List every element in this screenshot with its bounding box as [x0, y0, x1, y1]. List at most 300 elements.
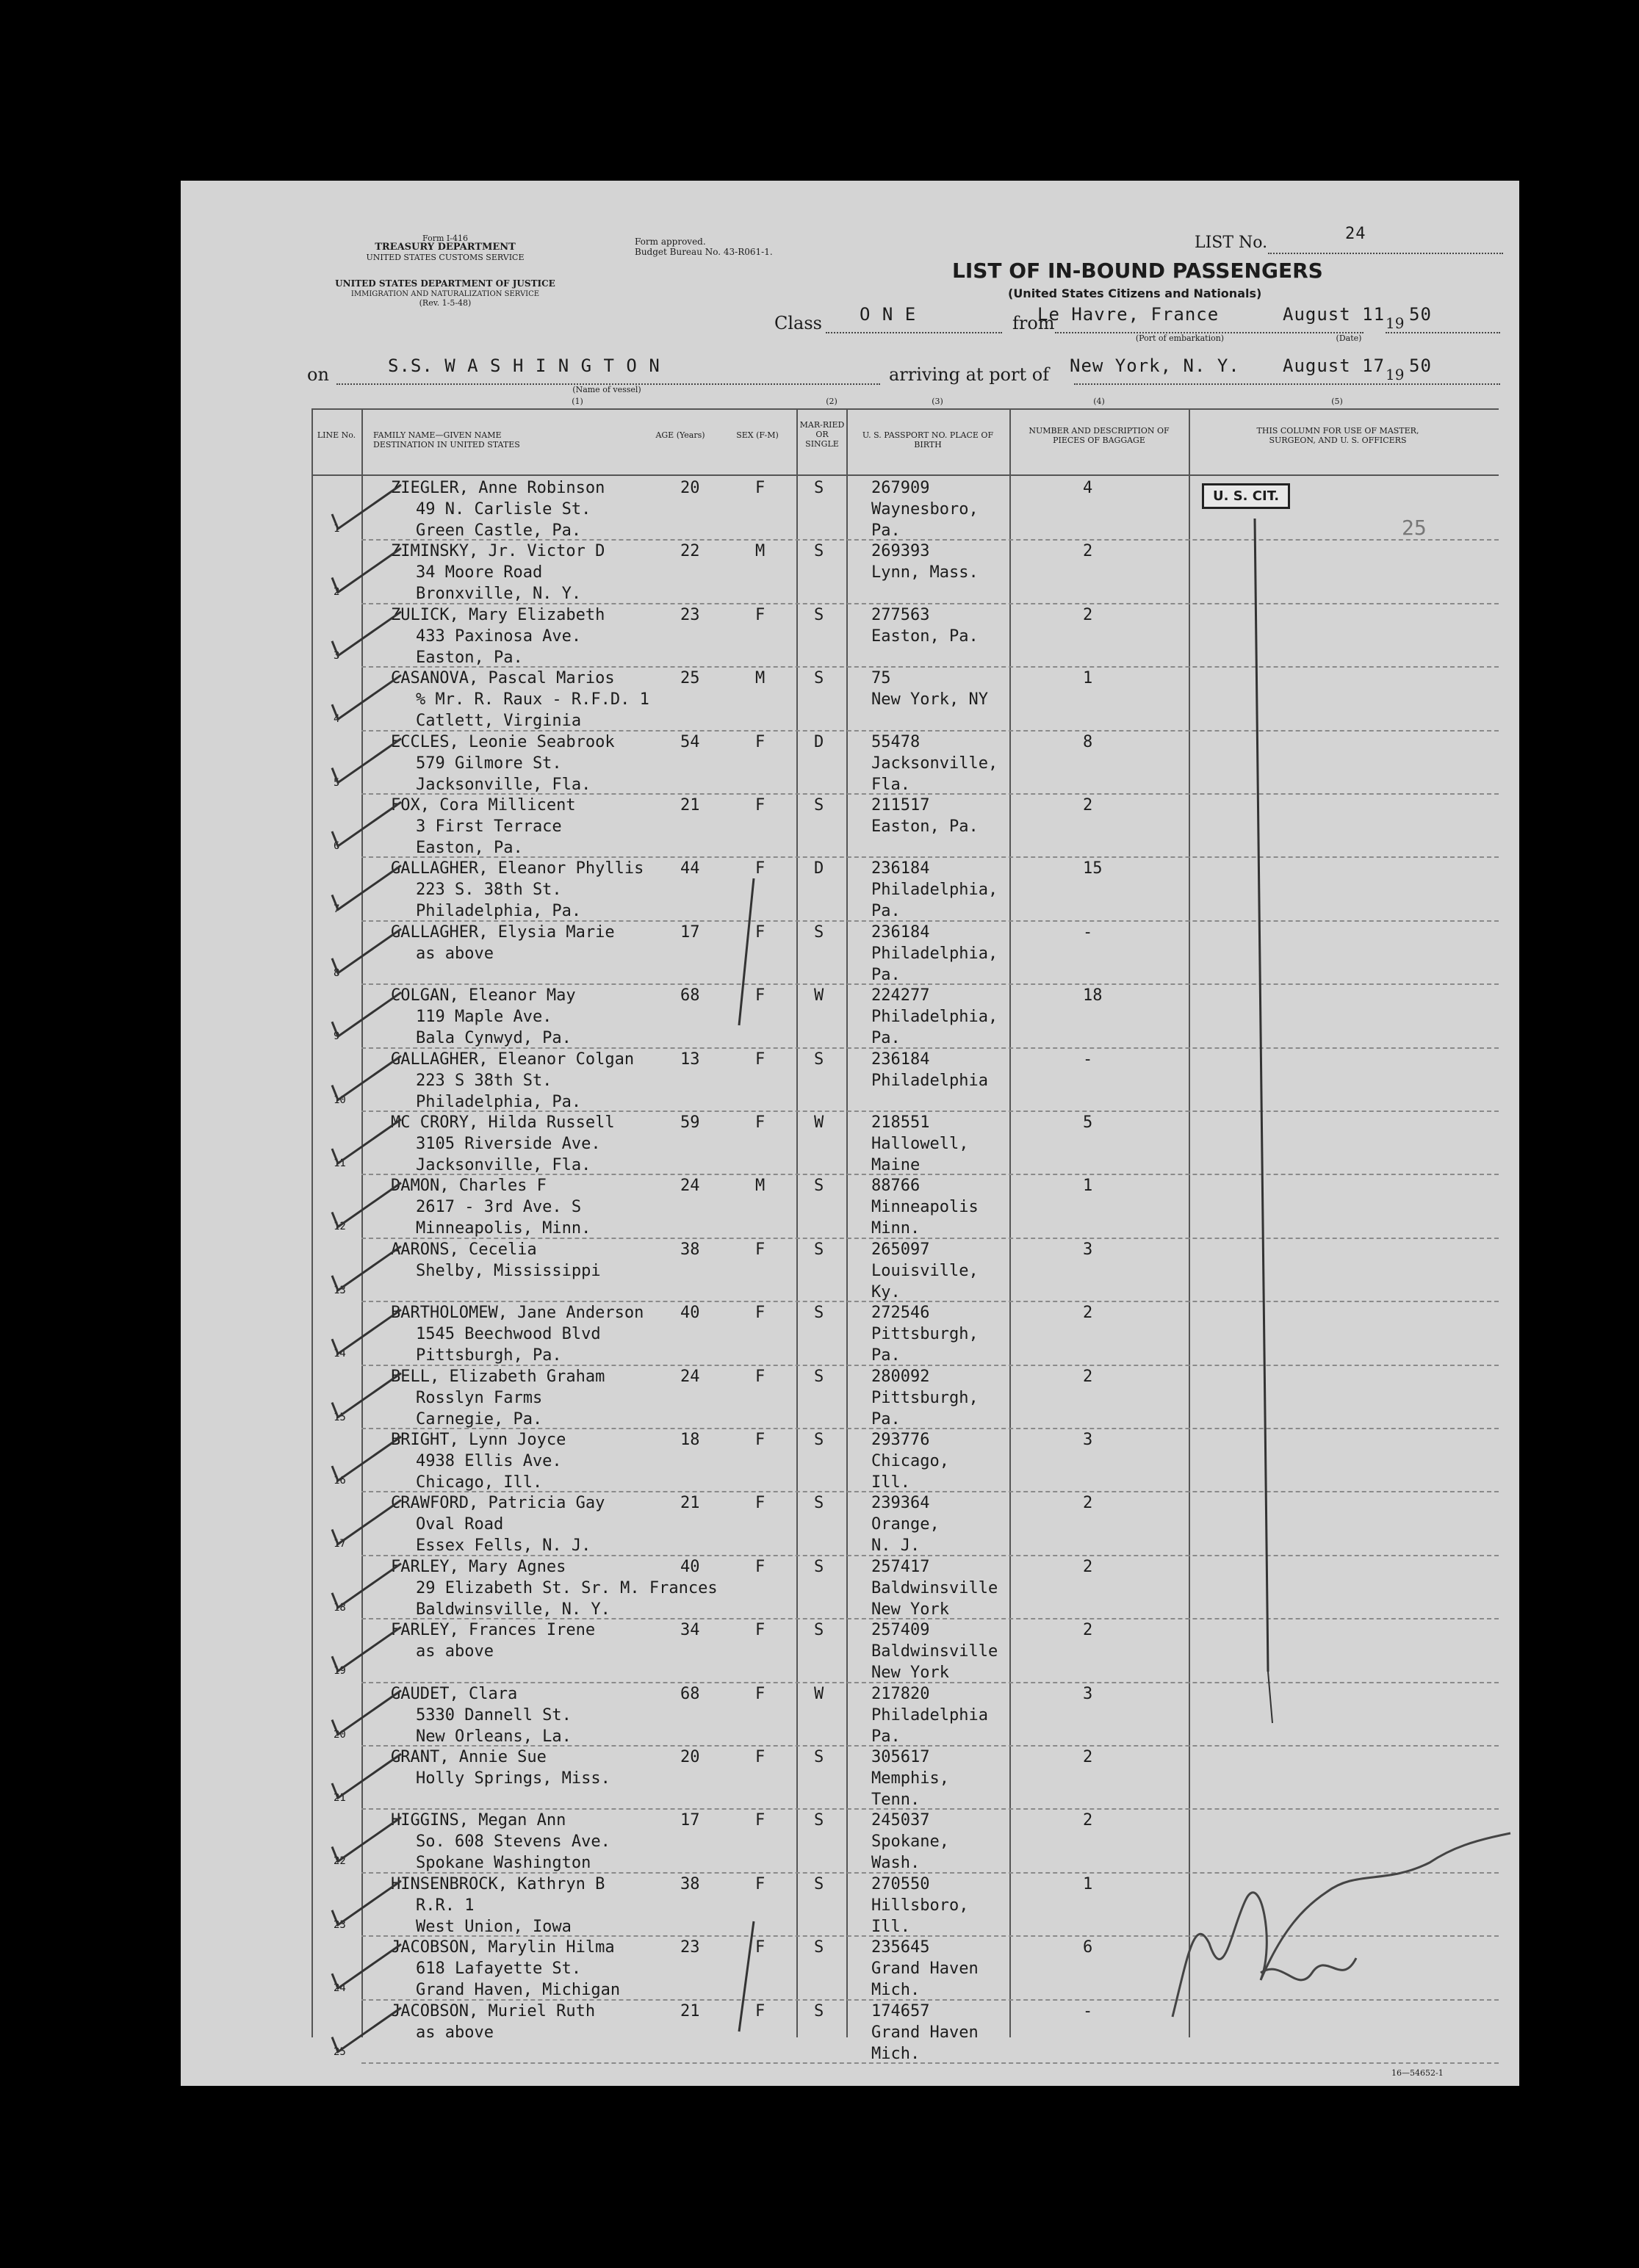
line-number: 17 [334, 1538, 346, 1550]
line-number: 11 [334, 1158, 346, 1169]
address-line: Easton, Pa. [416, 839, 523, 857]
marital-status: S [814, 1240, 824, 1259]
column-number: (1) [572, 397, 583, 406]
vessel-name: S.S. W A S H I N G T O N [388, 355, 660, 376]
marital-status: S [814, 1621, 824, 1640]
form-number: Form I-416 [422, 234, 468, 243]
age: 24 [680, 1177, 700, 1196]
address-line: West Union, Iowa [416, 1917, 572, 1936]
sex: F [755, 796, 766, 815]
passenger-name: BELL, Elizabeth Graham [391, 1367, 605, 1386]
passenger-name: FARLEY, Mary Agnes [391, 1557, 566, 1576]
embarkation-caption: (Port of embarkation) [1135, 333, 1225, 343]
passport-number: 257409 [871, 1621, 930, 1640]
address-line: Catlett, Virginia [416, 712, 582, 731]
address-line: 29 Elizabeth St. Sr. M. Frances [416, 1578, 718, 1597]
baggage-count: 2 [1083, 1494, 1093, 1513]
address-line: Green Castle, Pa. [416, 521, 582, 540]
line-number: 20 [334, 1728, 346, 1741]
age: 59 [680, 1113, 700, 1132]
line-number: 3 [334, 649, 340, 662]
sex: F [755, 1050, 766, 1069]
address-line: Minneapolis, Minn. [416, 1219, 591, 1238]
baggage-count: 2 [1083, 1367, 1093, 1386]
age: 21 [680, 796, 700, 815]
passenger-name: HINSENBROCK, Kathryn B [391, 1874, 605, 1893]
place-of-birth: New York, NY [871, 690, 988, 709]
baggage-count: 3 [1083, 1684, 1093, 1703]
passport-number: 269393 [871, 542, 930, 561]
baggage-count: 5 [1083, 1113, 1093, 1132]
line-number: 16 [334, 1475, 346, 1487]
from-label: from [1012, 313, 1055, 333]
place-of-birth: New York [871, 1664, 949, 1683]
age: 38 [680, 1240, 700, 1259]
passenger-name: BARTHOLOMEW, Jane Anderson [391, 1304, 644, 1323]
passport-number: 277563 [871, 605, 930, 624]
passenger-name: ZULICK, Mary Elizabeth [391, 605, 605, 624]
baggage-count: 8 [1083, 732, 1093, 751]
address-line: 223 S. 38th St. [416, 881, 562, 900]
sex: F [755, 479, 766, 497]
check-mark [332, 485, 401, 529]
sex: F [755, 2001, 766, 2020]
line-number: 19 [334, 1665, 346, 1677]
place-of-birth: Wash. [871, 1854, 921, 1873]
place-of-birth: Hillsboro, [871, 1896, 969, 1915]
handwriting-overlay [181, 181, 1519, 2086]
sex: F [755, 859, 766, 878]
sex: F [755, 1304, 766, 1323]
age: 17 [680, 1811, 700, 1830]
place-of-birth: Chicago, [871, 1452, 949, 1470]
line-number: 1 [334, 523, 340, 535]
address-line: New Orleans, La. [416, 1727, 572, 1746]
baggage-count: 18 [1083, 986, 1103, 1005]
class-label: Class [774, 313, 822, 333]
marital-status: S [814, 669, 824, 688]
passenger-name: ZIEGLER, Anne Robinson [391, 479, 605, 497]
marital-status: S [814, 796, 824, 815]
address-line: Grand Haven, Michigan [416, 1981, 621, 2000]
line-number: 2 [334, 586, 340, 599]
check-mark [332, 1246, 401, 1290]
address-line: Carnegie, Pa. [416, 1409, 543, 1429]
baggage-count: 2 [1083, 1748, 1093, 1766]
age: 21 [680, 1494, 700, 1513]
check-mark [332, 675, 401, 719]
passenger-manifest-sheet [181, 181, 1519, 2086]
check-mark [332, 802, 401, 846]
marital-status: S [814, 1557, 824, 1576]
place-of-birth: Pa. [871, 521, 901, 540]
address-line: % Mr. R. Raux - R.F.D. 1 [416, 690, 649, 709]
line-number: 25 [334, 2045, 346, 2058]
baggage-count: - [1083, 2001, 1093, 2020]
line-number: 5 [334, 776, 340, 789]
baggage-count: 2 [1083, 1811, 1093, 1830]
sex: F [755, 605, 766, 624]
passenger-name: CASANOVA, Pascal Marios [391, 669, 615, 688]
passport-number: 257417 [871, 1557, 930, 1576]
line-number: 12 [334, 1221, 346, 1233]
age: 21 [680, 2001, 700, 2020]
sex: F [755, 1811, 766, 1830]
sex: F [755, 1557, 766, 1576]
passenger-name: MC CRORY, Hilda Russell [391, 1113, 615, 1132]
column-number: (2) [826, 397, 837, 406]
passport-number: 174657 [871, 2001, 930, 2020]
address-line: 1545 Beechwood Blvd [416, 1325, 601, 1344]
age: 24 [680, 1367, 700, 1386]
baggage-count: 2 [1083, 1557, 1093, 1576]
place-of-birth: Pa. [871, 1409, 901, 1429]
place-of-birth: Philadelphia [871, 1071, 988, 1090]
passport-number: 88766 [871, 1177, 921, 1196]
marital-status: S [814, 1811, 824, 1830]
place-of-birth: Philadelphia, [871, 1008, 998, 1027]
passport-number: 305617 [871, 1748, 930, 1766]
place-of-birth: Waynesboro, [871, 500, 979, 519]
place-of-birth: Louisville, [871, 1261, 979, 1280]
check-mark [332, 865, 401, 909]
marital-status: S [814, 1177, 824, 1196]
passenger-name: DAMON, Charles F [391, 1177, 547, 1196]
passenger-name: GALLAGHER, Eleanor Colgan [391, 1050, 635, 1069]
age: 20 [680, 479, 700, 497]
address-line: Shelby, Mississippi [416, 1261, 601, 1280]
line-number: 22 [334, 1855, 346, 1868]
department-of-justice: UNITED STATES DEPARTMENT OF JUSTICE [335, 278, 555, 289]
embarkation-date: August 11 [1283, 304, 1386, 325]
place-of-birth: Ill. [871, 1917, 910, 1936]
baggage-count: 15 [1083, 859, 1103, 878]
marital-status: S [814, 1938, 824, 1957]
marital-status: S [814, 479, 824, 497]
list-no-value: 24 [1345, 225, 1366, 243]
place-of-birth: Memphis, [871, 1769, 949, 1788]
age: 38 [680, 1874, 700, 1893]
arrival-year: 50 [1409, 355, 1432, 376]
baggage-count: 2 [1083, 796, 1093, 815]
passenger-name: GRANT, Annie Sue [391, 1748, 547, 1766]
passport-number: 239364 [871, 1494, 930, 1513]
embarkation-year: 50 [1409, 304, 1432, 325]
marital-status: S [814, 1748, 824, 1766]
place-of-birth: Minn. [871, 1219, 921, 1238]
address-line: 4938 Ellis Ave. [416, 1452, 562, 1470]
marital-status: S [814, 1431, 824, 1449]
sex: F [755, 1367, 766, 1386]
passenger-name: GAUDET, Clara [391, 1684, 518, 1703]
passenger-name: JACOBSON, Muriel Ruth [391, 2001, 596, 2020]
age: 68 [680, 1684, 700, 1703]
passport-number: 55478 [871, 732, 921, 751]
place-of-birth: Pittsburgh, [871, 1325, 979, 1344]
baggage-count: 1 [1083, 669, 1093, 688]
header-married: MAR-RIED OR SINGLE [799, 420, 845, 449]
header-baggage: NUMBER AND DESCRIPTION OF PIECES OF BAGGAGE [1029, 426, 1170, 445]
form-approved: Form approved. [635, 236, 706, 247]
list-no-label: LIST No. [1195, 234, 1268, 252]
baggage-count: 1 [1083, 1177, 1093, 1196]
sex: F [755, 1431, 766, 1449]
arrival-date: August 17 [1283, 355, 1386, 376]
place-of-birth: Lynn, Mass. [871, 563, 979, 582]
vessel-caption: (Name of vessel) [572, 385, 641, 394]
address-line: Bronxville, N. Y. [416, 585, 582, 604]
baggage-count: - [1083, 1050, 1093, 1069]
passenger-name: AARONS, Cecelia [391, 1240, 537, 1259]
passenger-name: BRIGHT, Lynn Joyce [391, 1431, 566, 1449]
address-line: 433 Paxinosa Ave. [416, 626, 582, 646]
baggage-count: 2 [1083, 605, 1093, 624]
place-of-birth: Grand Haven [871, 1960, 979, 1979]
baggage-count: 4 [1083, 479, 1093, 497]
marital-status: S [814, 542, 824, 561]
sex: F [755, 1621, 766, 1640]
place-of-birth: Mich. [871, 1981, 921, 2000]
address-line: Pittsburgh, Pa. [416, 1346, 562, 1365]
on-label: on [307, 364, 329, 385]
place-of-birth: Baldwinsville [871, 1642, 998, 1661]
passenger-name: COLGAN, Eleanor May [391, 986, 576, 1005]
check-mark [332, 739, 401, 783]
address-line: as above [416, 2023, 494, 2042]
ins-service: IMMIGRATION AND NATURALIZATION SERVICE [350, 290, 540, 298]
check-mark [332, 1944, 401, 1988]
age: 40 [680, 1304, 700, 1323]
marital-status: S [814, 1050, 824, 1069]
address-line: 579 Gilmore St. [416, 754, 562, 773]
place-of-birth: Easton, Pa. [871, 626, 979, 646]
marital-status: S [814, 1304, 824, 1323]
passport-number: 265097 [871, 1240, 930, 1259]
place-of-birth: Easton, Pa. [871, 817, 979, 836]
line-number: 8 [334, 967, 340, 979]
sex: F [755, 922, 766, 942]
address-line: So. 608 Stevens Ave. [416, 1832, 610, 1852]
sex: F [755, 732, 766, 751]
address-line: Rosslyn Farms [416, 1388, 543, 1407]
check-mark [332, 992, 401, 1036]
class-value: O N E [860, 304, 917, 325]
place-of-birth: New York [871, 1600, 949, 1619]
passport-number: 75 [871, 669, 891, 688]
place-of-birth: Philadelphia [871, 1705, 988, 1725]
check-mark [332, 1564, 401, 1608]
address-line: Jacksonville, Fla. [416, 775, 591, 794]
passenger-name: GALLAGHER, Elysia Marie [391, 922, 615, 942]
place-of-birth: Tenn. [871, 1791, 921, 1809]
check-mark [332, 1881, 401, 1925]
age: 23 [680, 605, 700, 624]
address-line: 223 S 38th St. [416, 1071, 552, 1090]
place-of-birth: N. J. [871, 1536, 921, 1556]
age: 18 [680, 1431, 700, 1449]
place-of-birth: Spokane, [871, 1832, 949, 1852]
age: 54 [680, 732, 700, 751]
baggage-count: 3 [1083, 1431, 1093, 1449]
header-line-no: LINE No. [317, 430, 356, 440]
sex: F [755, 1113, 766, 1132]
place-of-birth: Philadelphia, [871, 881, 998, 900]
marital-status: W [814, 986, 824, 1005]
address-line: 34 Moore Road [416, 563, 543, 582]
place-of-birth: Pa. [871, 1029, 901, 1048]
address-line: Chicago, Ill. [416, 1473, 543, 1492]
passport-number: 236184 [871, 1050, 930, 1069]
passport-number: 280092 [871, 1367, 930, 1386]
sex: M [755, 669, 766, 688]
baggage-count: - [1083, 922, 1093, 942]
address-line: 2617 - 3rd Ave. S [416, 1198, 582, 1217]
marital-status: W [814, 1684, 824, 1703]
passport-number: 293776 [871, 1431, 930, 1449]
address-line: as above [416, 944, 494, 963]
passport-number: 211517 [871, 796, 930, 815]
column-number: (4) [1093, 397, 1105, 406]
side-number: 25 [1402, 516, 1427, 540]
passport-number: 224277 [871, 986, 930, 1005]
baggage-count: 3 [1083, 1240, 1093, 1259]
place-of-birth: Jacksonville, [871, 754, 998, 773]
marital-status: S [814, 605, 824, 624]
date-caption: (Date) [1336, 333, 1362, 343]
arriving-label: arriving at port of [889, 364, 1050, 385]
place-of-birth: Ky. [871, 1282, 901, 1301]
marital-status: S [814, 1367, 824, 1386]
address-line: Spokane Washington [416, 1854, 591, 1873]
column-number: (5) [1331, 397, 1343, 406]
passenger-name: CRAWFORD, Patricia Gay [391, 1494, 605, 1513]
header-name: FAMILY NAME—GIVEN NAME DESTINATION IN UNITED STATES [373, 430, 520, 449]
check-mark [332, 1310, 401, 1354]
address-line: 3105 Riverside Ave. [416, 1135, 601, 1153]
address-line: Holly Springs, Miss. [416, 1769, 610, 1788]
marital-status: W [814, 1113, 824, 1132]
check-mark [332, 548, 401, 592]
line-number: 15 [334, 1411, 346, 1423]
address-line: R.R. 1 [416, 1896, 475, 1915]
line-number: 24 [334, 1982, 346, 1995]
page-title: LIST OF IN-BOUND PASSENGERS [952, 259, 1323, 283]
place-of-birth: Baldwinsville [871, 1578, 998, 1597]
address-line: Bala Cynwyd, Pa. [416, 1029, 572, 1048]
sex: F [755, 1684, 766, 1703]
check-mark [332, 1817, 401, 1861]
address-line: 618 Lafayette St. [416, 1960, 582, 1979]
check-mark [332, 612, 401, 656]
customs-service: UNITED STATES CUSTOMS SERVICE [366, 253, 525, 262]
place-of-birth: Ill. [871, 1473, 910, 1492]
place-of-birth: Pa. [871, 902, 901, 921]
form-revision: (Rev. 1-5-48) [419, 298, 472, 308]
address-line: 119 Maple Ave. [416, 1008, 552, 1027]
place-of-birth: Fla. [871, 775, 910, 794]
baggage-count: 2 [1083, 1304, 1093, 1323]
age: 34 [680, 1621, 700, 1640]
place-of-birth: Grand Haven [871, 2023, 979, 2042]
baggage-count: 6 [1083, 1938, 1093, 1957]
check-mark [332, 929, 401, 973]
check-mark [332, 1119, 401, 1163]
sex: M [755, 542, 766, 561]
baggage-count: 2 [1083, 1621, 1093, 1640]
place-of-birth: Pa. [871, 965, 901, 984]
sex: F [755, 1240, 766, 1259]
passport-number: 218551 [871, 1113, 930, 1132]
header-officers: THIS COLUMN FOR USE OF MASTER, SURGEON, AND U. S. OFFICERS [1256, 426, 1419, 445]
sex: F [755, 986, 766, 1005]
age: 68 [680, 986, 700, 1005]
address-line: 49 N. Carlisle St. [416, 500, 591, 519]
age: 20 [680, 1748, 700, 1766]
passenger-name: HIGGINS, Megan Ann [391, 1811, 566, 1830]
passport-number: 236184 [871, 859, 930, 878]
address-line: Easton, Pa. [416, 648, 523, 667]
address-line: Jacksonville, Fla. [416, 1156, 591, 1174]
place-of-birth: Maine [871, 1156, 921, 1174]
place-of-birth: Hallowell, [871, 1135, 969, 1153]
baggage-count: 1 [1083, 1874, 1093, 1893]
arrival-year-prefix: 19 [1386, 366, 1405, 383]
passenger-name: ZIMINSKY, Jr. Victor D [391, 542, 605, 561]
check-mark [332, 1691, 401, 1735]
embarkation-year-prefix: 19 [1386, 314, 1405, 332]
address-line: 5330 Dannell St. [416, 1705, 572, 1725]
place-of-birth: Pittsburgh, [871, 1388, 979, 1407]
line-number: 18 [334, 1601, 346, 1614]
check-mark [332, 1627, 401, 1671]
address-line: Philadelphia, Pa. [416, 1092, 582, 1111]
address-line: as above [416, 1642, 494, 1661]
passenger-name: FARLEY, Frances Irene [391, 1621, 596, 1640]
check-mark [332, 1182, 401, 1227]
line-number: 4 [334, 713, 340, 726]
passenger-name: ECCLES, Leonie Seabrook [391, 732, 615, 751]
arrival-port: New York, N. Y. [1070, 355, 1240, 376]
check-mark [332, 1437, 401, 1481]
check-mark [332, 2008, 401, 2052]
line-number: 6 [334, 840, 340, 852]
age: 40 [680, 1557, 700, 1576]
address-line: Philadelphia, Pa. [416, 902, 582, 921]
sex: M [755, 1177, 766, 1196]
address-line: Essex Fells, N. J. [416, 1536, 591, 1556]
age: 44 [680, 859, 700, 878]
age: 23 [680, 1938, 700, 1957]
marital-status: D [814, 732, 824, 751]
passenger-name: GALLAGHER, Eleanor Phyllis [391, 859, 644, 878]
marital-status: S [814, 922, 824, 942]
line-number: 7 [334, 903, 340, 916]
place-of-birth: Minneapolis [871, 1198, 979, 1217]
place-of-birth: Mich. [871, 2044, 921, 2063]
header-passport: U. S. PASSPORT NO. PLACE OF BIRTH [862, 430, 994, 449]
passport-number: 267909 [871, 479, 930, 497]
header-sex: SEX (F-M) [736, 430, 779, 440]
passenger-name: FOX, Cora Millicent [391, 796, 576, 815]
address-line: Oval Road [416, 1515, 504, 1534]
passenger-name: JACOBSON, Marylin Hilma [391, 1938, 615, 1957]
sex: F [755, 1874, 766, 1893]
passport-number: 270550 [871, 1874, 930, 1893]
address-line: Baldwinsville, N. Y. [416, 1600, 610, 1619]
passport-number: 245037 [871, 1811, 930, 1830]
address-line: 3 First Terrace [416, 817, 562, 836]
passport-number: 217820 [871, 1684, 930, 1703]
